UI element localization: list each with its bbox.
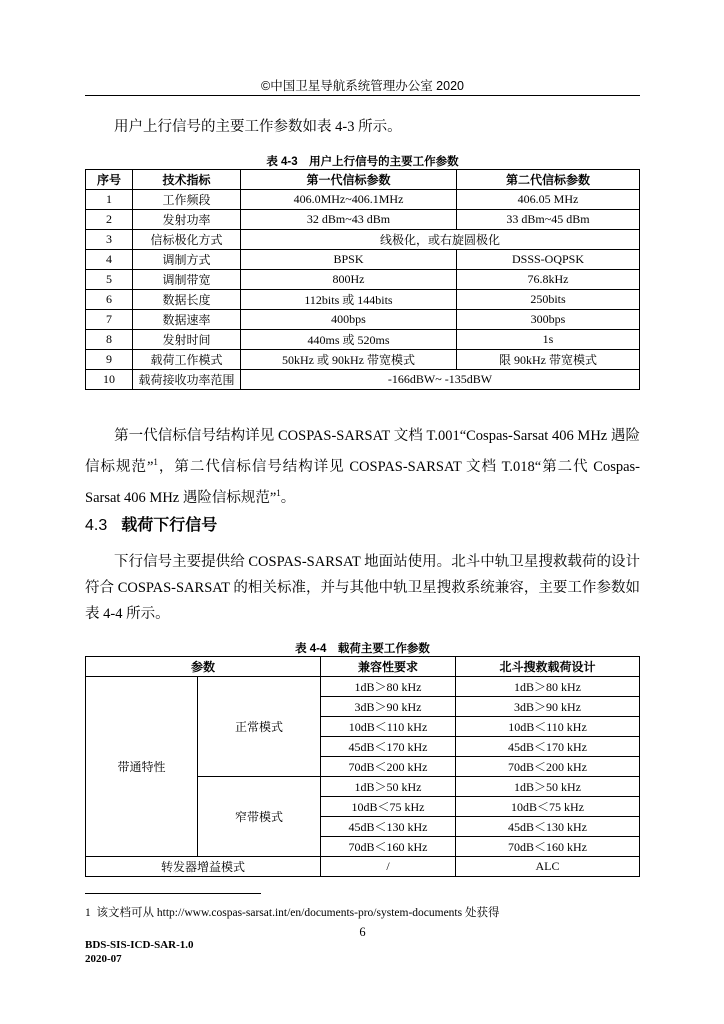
table-row — [86, 230, 640, 250]
table-cell: 信标极化方式 — [133, 230, 241, 250]
table-cell: 45dB＜170 kHz — [321, 737, 456, 757]
table-row — [86, 330, 640, 350]
table-row — [86, 270, 640, 290]
table-cell: 5 — [86, 270, 133, 290]
table-cell: 数据长度 — [133, 290, 241, 310]
table-cell: 3 — [86, 230, 133, 250]
intro-paragraph — [85, 114, 640, 140]
text: ，第二代信标信号结构详见 COSPAS-SARSAT 文档 T.018“第二代 Cospas-Sarsat 406 MHz 遇险信标规范” — [85, 458, 641, 506]
table-cell: 转发器增益模式 — [86, 857, 321, 877]
table-cell: 1s — [457, 330, 640, 350]
table-cell: 载荷工作模式 — [133, 350, 241, 370]
table-row — [86, 857, 640, 877]
table2-caption: 表 4-4 载荷主要工作参数 — [295, 643, 430, 655]
table-cell: 45dB＜130 kHz — [456, 817, 640, 837]
table-cell: 70dB＜200 kHz — [456, 757, 640, 777]
table-cell: 406.05 MHz — [457, 190, 640, 210]
table-cell: 2 — [86, 210, 133, 230]
footnote-ref[interactable]: 1 — [276, 487, 281, 498]
table-cell: 线极化，或右旋圆极化 — [241, 230, 640, 250]
table-cell: 10 — [86, 370, 133, 390]
table-cell: 窄带模式 — [198, 777, 321, 857]
header-cell: 序号 — [86, 170, 133, 190]
table-cell: 112bits 或 144bits — [241, 290, 457, 310]
header-cell: 第一代信标参数 — [241, 170, 457, 190]
table-cell: 发射功率 — [133, 210, 241, 230]
table-cell: 载荷接收功率范围 — [133, 370, 241, 390]
table-cell: 正常模式 — [198, 677, 321, 777]
page-header: ©中国卫星导航系统管理办公室 2020 — [261, 79, 464, 93]
table-cell: 400bps — [241, 310, 457, 330]
table-row — [86, 190, 640, 210]
table-cell: 3dB＞90 kHz — [321, 697, 456, 717]
table-row — [86, 250, 640, 270]
table-cell: 45dB＜130 kHz — [321, 817, 456, 837]
paragraph-downlink — [85, 549, 640, 627]
table-cell: 45dB＜170 kHz — [456, 737, 640, 757]
table-4-3 — [85, 169, 640, 390]
table-cell: 70dB＜160 kHz — [456, 837, 640, 857]
table-row — [86, 657, 640, 677]
table-cell: 800Hz — [241, 270, 457, 290]
table-cell: 440ms 或 520ms — [241, 330, 457, 350]
header-cell: 第二代信标参数 — [457, 170, 640, 190]
table-row — [86, 210, 640, 230]
footnote-number: 1 — [85, 907, 91, 919]
table-cell: 带通特性 — [86, 677, 198, 857]
footer-doc-id: BDS-SIS-ICD-SAR-1.0 — [85, 939, 194, 951]
table-cell: 兼容性要求 — [321, 657, 456, 677]
text: 第一代信标信号结构详见 COSPAS-SARSAT 文档 T.001“Cospas-Sarsat 406 MHz 遇险信标规范” — [85, 428, 640, 475]
table-cell: 1dB＞80 kHz — [456, 677, 640, 697]
table-cell: 10dB＜110 kHz — [456, 717, 640, 737]
table-cell: 1dB＞80 kHz — [321, 677, 456, 697]
table-row — [86, 350, 640, 370]
table-cell: 参数 — [86, 657, 321, 677]
table-cell: 9 — [86, 350, 133, 370]
table-cell: 10dB＜75 kHz — [456, 797, 640, 817]
header-cell: 技术指标 — [133, 170, 241, 190]
footnote-divider — [85, 893, 261, 894]
table-cell: 4 — [86, 250, 133, 270]
table-4-4 — [85, 656, 640, 877]
table-cell: 北斗搜救载荷设计 — [456, 657, 640, 677]
text: 下行信号主要提供给 COSPAS-SARSAT 地面站使用。北斗中轨卫星搜救载荷的设计符合 COSPAS-SARSAT 的相关标准，并与其他中轨卫星搜救系统兼容，主要工作参数如表 4-4 所示。 — [85, 554, 640, 622]
table-cell: 70dB＜200 kHz — [321, 757, 456, 777]
table-cell: 7 — [86, 310, 133, 330]
footnote-ref[interactable]: 1 — [153, 457, 158, 467]
table-cell: 406.0MHz~406.1MHz — [241, 190, 457, 210]
table-cell: 数据速率 — [133, 310, 241, 330]
table-cell: -166dBW~ -135dBW — [241, 370, 640, 390]
table-cell: 76.8kHz — [457, 270, 640, 290]
header-divider — [85, 95, 640, 96]
table-cell: 发射时间 — [133, 330, 241, 350]
table-cell: 1dB＞50 kHz — [321, 777, 456, 797]
table-cell: DSSS-OQPSK — [457, 250, 640, 270]
table-cell: 6 — [86, 290, 133, 310]
table-cell: 3dB＞90 kHz — [456, 697, 640, 717]
footer-date: 2020-07 — [85, 953, 122, 965]
table-cell: 限 90kHz 带宽模式 — [457, 350, 640, 370]
table-cell: BPSK — [241, 250, 457, 270]
table-cell: 1dB＞50 kHz — [456, 777, 640, 797]
table1-caption: 表 4-3 用户上行信号的主要工作参数 — [266, 156, 459, 168]
text: 。 — [280, 489, 296, 506]
footnote — [85, 904, 499, 920]
table-cell: 1 — [86, 190, 133, 210]
table-cell: 10dB＜110 kHz — [321, 717, 456, 737]
table-cell: 33 dBm~45 dBm — [457, 210, 640, 230]
table-cell: 10dB＜75 kHz — [321, 797, 456, 817]
table-cell: 50kHz 或 90kHz 带宽模式 — [241, 350, 457, 370]
section-number: 4.3 — [85, 517, 108, 534]
table-header-row — [86, 170, 640, 190]
intro-text: 用户上行信号的主要工作参数如表 4-3 所示。 — [114, 119, 402, 135]
section-heading — [85, 512, 217, 535]
table-cell: 调制带宽 — [133, 270, 241, 290]
table-cell: 250bits — [457, 290, 640, 310]
table-cell: ALC — [456, 857, 640, 877]
page-number: 6 — [359, 925, 366, 939]
table-cell: 70dB＜160 kHz — [321, 837, 456, 857]
table-cell: 32 dBm~43 dBm — [241, 210, 457, 230]
table-cell: / — [321, 857, 456, 877]
paragraph-beacon-specs — [85, 423, 640, 511]
table-row — [86, 370, 640, 390]
table-cell: 调制方式 — [133, 250, 241, 270]
table-cell: 8 — [86, 330, 133, 350]
table-row — [86, 677, 640, 697]
footnote-text: 该文档可从 http://www.cospas-sarsat.int/en/documents-pro/system-documents 处获得 — [96, 907, 500, 919]
table-cell: 工作频段 — [133, 190, 241, 210]
table-row — [86, 310, 640, 330]
section-title: 载荷下行信号 — [121, 517, 218, 534]
table-cell: 300bps — [457, 310, 640, 330]
table-row — [86, 290, 640, 310]
